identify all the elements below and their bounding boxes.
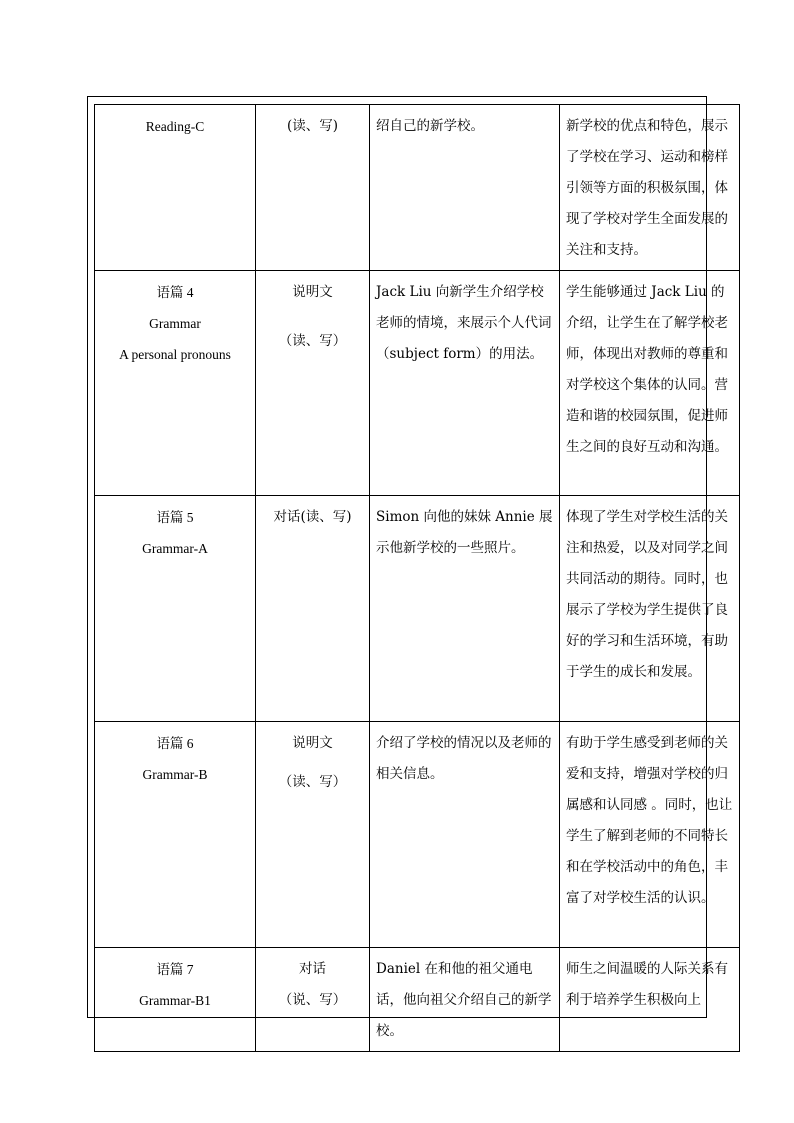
section-line: 语篇 7 xyxy=(156,962,194,977)
section-line: Reading-C xyxy=(145,119,205,134)
genre-line: （说、写） xyxy=(278,992,347,1008)
content-cell: 介绍了学校的情况以及老师的相关信息。 xyxy=(370,722,560,948)
text-section-cell xyxy=(95,948,256,1052)
table-row xyxy=(95,271,740,496)
table-row xyxy=(95,722,740,948)
genre-line: （读、写） xyxy=(278,774,347,790)
content-cell: 绍自己的新学校。 xyxy=(370,105,560,271)
section-line: 语篇 4 xyxy=(156,285,194,300)
genre-line: (读、写) xyxy=(286,118,339,134)
section-line: Grammar-B1 xyxy=(139,993,211,1008)
section-line: Grammar xyxy=(149,316,201,331)
text-section-cell xyxy=(95,271,256,496)
genre-line: （读、写） xyxy=(278,333,347,349)
table-row xyxy=(95,105,740,271)
value-cell: 师生之间温暖的人际关系有利于培养学生积极向上 xyxy=(560,948,740,1052)
genre-line: 说明文 xyxy=(292,735,333,751)
genre-cell xyxy=(256,948,370,1052)
content-cell: Jack Liu 向新学生介绍学校老师的情境，来展示个人代词（subject form）的用法。 xyxy=(370,271,560,496)
lesson-table xyxy=(94,104,740,1052)
content-cell: Simon 向他的妹妹 Annie 展示他新学校的一些照片。 xyxy=(370,496,560,722)
genre-cell xyxy=(256,105,370,271)
text-section-cell xyxy=(95,105,256,271)
genre-cell xyxy=(256,722,370,948)
section-line: 语篇 5 xyxy=(156,510,194,525)
genre-line: 对话 xyxy=(299,961,326,977)
section-line: 语篇 6 xyxy=(156,736,194,751)
section-line: Grammar-A xyxy=(142,541,208,556)
section-line: A personal pronouns xyxy=(119,347,231,362)
table-row xyxy=(95,496,740,722)
genre-cell xyxy=(256,496,370,722)
genre-cell xyxy=(256,271,370,496)
section-line: Grammar-B xyxy=(142,767,208,782)
content-cell: Daniel 在和他的祖父通电话，他向祖父介绍自己的新学校。 xyxy=(370,948,560,1052)
value-cell: 新学校的优点和特色，展示了学校在学习、运动和榜样引领等方面的积极氛围，体现了学校对学生全面发展的关注和支持。 xyxy=(560,105,740,271)
text-section-cell xyxy=(95,496,256,722)
value-cell: 体现了学生对学校生活的关注和热爱，以及对同学之间共同活动的期待。同时，也展示了学校为学生提供了良好的学习和生活环境，有助于学生的成长和发展。 xyxy=(560,496,740,722)
text-section-cell xyxy=(95,722,256,948)
value-cell: 学生能够通过 Jack Liu 的介绍，让学生在了解学校老师，体现出对教师的尊重和对学校这个集体的认同。营造和谐的校园氛围，促进师生之间的良好互动和沟通。 xyxy=(560,271,740,496)
table-row xyxy=(95,948,740,1052)
genre-line: 对话(读、写) xyxy=(273,509,352,525)
value-cell: 有助于学生感受到老师的关爱和支持，增强对学校的归属感和认同感 。同时，也让学生了解到老师的不同特长和在学校活动中的角色，丰富了对学校生活的认识。 xyxy=(560,722,740,948)
genre-line: 说明文 xyxy=(292,284,333,300)
